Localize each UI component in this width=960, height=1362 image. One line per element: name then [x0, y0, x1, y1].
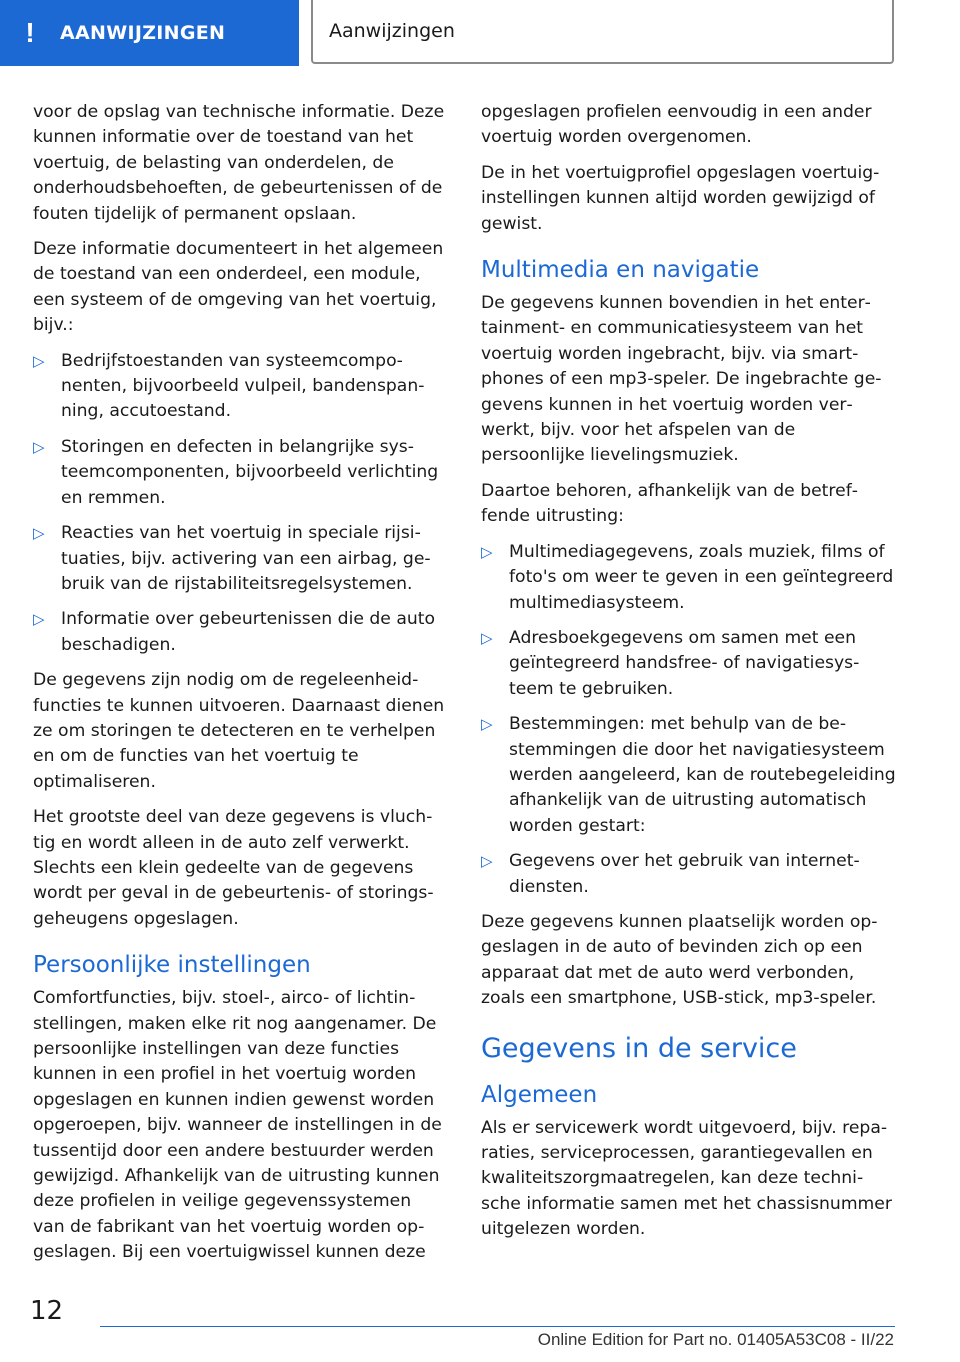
bullet-list	[33, 349, 448, 658]
list-item	[481, 626, 896, 702]
paragraph: Deze gegevens kunnen plaatselijk worden opgeslagen in de auto of bevinden zich op een apparaat dat met de auto werd verbonden, zoals een smartphone, USB-stick, mp3-speler.	[481, 911, 878, 1009]
triangle-bullet-icon: ▷	[33, 437, 45, 456]
list-item-text: Reacties van het voertuig in speciale rijsituaties, bijv. activering van een airbag, gebruik van de rijstabiliteitsregelsystemen.	[61, 523, 431, 594]
section-label: AANWIJZINGEN	[60, 22, 226, 44]
triangle-bullet-icon: ▷	[481, 542, 493, 561]
list-item-text: Storingen en defecten in belangrijke systeemcomponenten, bijvoorbeeld verlichting en remmen.	[61, 436, 439, 508]
paragraph: Daartoe behoren, afhankelijk van de betreffende uitrusting:	[481, 480, 858, 527]
exclamation-icon: !	[25, 17, 35, 48]
list-item-text: Informatie over gebeurtenissen die de auto beschadigen.	[61, 609, 436, 655]
paragraph: De gegevens kunnen bovendien in het entertainment- en communicatiesysteem van het voertuig worden ingebracht, bijv. via smartphones of een mp3-speler. De ingebrachte gegevens kunnen in het voertuig worden verwerkt, bijv. voor het afspelen van de persoonlijke lievelingsmuziek.	[481, 293, 882, 466]
list-item	[33, 607, 448, 658]
paragraph: De in het voertuigprofiel opgeslagen voertuiginstellingen kunnen altijd worden gewijzigd of gewist.	[481, 162, 880, 234]
page-number: 12	[30, 1296, 64, 1326]
triangle-bullet-icon: ▷	[33, 524, 45, 543]
paragraph: Het grootste deel van deze gegevens is vluchtig en wordt alleen in de auto zelf verwerkt. Slechts een klein gedeelte van de gegevens wordt per geval in de gebeurtenis- of storingsgeheugens opgeslagen.	[33, 807, 434, 929]
paragraph: Deze informatie documenteert in het algemeen de toestand van een onderdeel, een module, een systeem of de omgeving van het voertuig, bijv.:	[33, 239, 444, 336]
paragraph: Comfortfuncties, bijv. stoel-, airco- of lichtinstellingen, maken elke rit nog aangenamer. De persoonlijke instellingen van deze functies kunnen in een profiel in het voertuig worden opgeslagen en kunnen indien gewenst worden opgeroepen, bijv. wanneer de instellingen in de tussentijd door een andere bestuurder werden gewijzigd. Afhankelijk van de uitrusting kunnen deze profielen in veilige gegevenssystemen van de fabrikant van het voertuig worden opgeslagen. Bij een voertuigwissel kunnen deze	[33, 988, 442, 1263]
section-heading: Algemeen	[481, 1081, 598, 1108]
paragraph: opgeslagen profielen eenvoudig in een ander voertuig worden overgenomen.	[481, 102, 872, 148]
list-item-text: Gegevens over het gebruik van internetdiensten.	[509, 851, 860, 897]
list-item-text: Multimediagegevens, zoals muziek, films of foto's om weer te geven in een geïntegreerd multimediasysteem.	[509, 541, 894, 613]
paragraph: voor de opslag van technische informatie. Deze kunnen informatie over de toestand van het voertuig, de belasting van onderdelen, de onderhoudsbehoeften, de gebeurtenissen of de fouten tijdelijk of permanent opslaan.	[33, 102, 445, 224]
right-column	[481, 100, 896, 1253]
triangle-bullet-icon: ▷	[481, 852, 493, 871]
page-header	[0, 0, 960, 66]
list-item-text: Bedrijfstoestanden van systeemcomponenten, bijvoorbeeld vulpeil, bandenspanning, accutoestand.	[61, 350, 425, 422]
triangle-bullet-icon: ▷	[481, 715, 493, 734]
edition-footer: Online Edition for Part no. 01405A53C08 - II/22	[537, 1330, 894, 1349]
bullet-list	[481, 540, 896, 900]
triangle-bullet-icon: ▷	[33, 351, 45, 370]
chapter-title-box	[311, 0, 894, 64]
paragraph: Als er servicewerk wordt uitgevoerd, bijv. reparaties, serviceprocessen, garantiegevallen en kwaliteitszorgmaatregelen, kan deze technische informatie samen met het chassisnummer uitgelezen worden.	[481, 1117, 892, 1240]
paragraph: De gegevens zijn nodig om de regeleenheidfuncties te kunnen uitvoeren. Daarnaast dienen ze om storingen te detecteren en te verhelpen en om de functies van het voertuig te optimaliseren.	[33, 670, 445, 792]
list-item-text: Bestemmingen: met behulp van de bestemmingen die door het navigatiesysteem werden aangeleerd, kan de routebegeleiding afhankelijk van de uitrusting automatisch worden gestart:	[509, 714, 896, 836]
list-item	[33, 435, 448, 511]
triangle-bullet-icon: ▷	[33, 610, 45, 629]
list-item	[481, 849, 896, 900]
triangle-bullet-icon: ▷	[481, 628, 493, 647]
list-item	[33, 349, 448, 425]
list-item	[481, 712, 896, 839]
list-item-text: Adresboekgegevens om samen met een geïntegreerd handsfree- of navigatiesysteem te gebruiken.	[509, 627, 860, 699]
chapter-heading: Gegevens in de service	[481, 1032, 797, 1064]
section-tab	[0, 0, 299, 66]
left-column	[33, 100, 448, 1276]
section-heading: Multimedia en navigatie	[481, 257, 760, 284]
chapter-title: Aanwijzingen	[329, 20, 455, 42]
list-item	[481, 540, 896, 616]
list-item	[33, 521, 448, 597]
section-heading: Persoonlijke instellingen	[33, 952, 311, 979]
footer-divider	[100, 1326, 895, 1327]
